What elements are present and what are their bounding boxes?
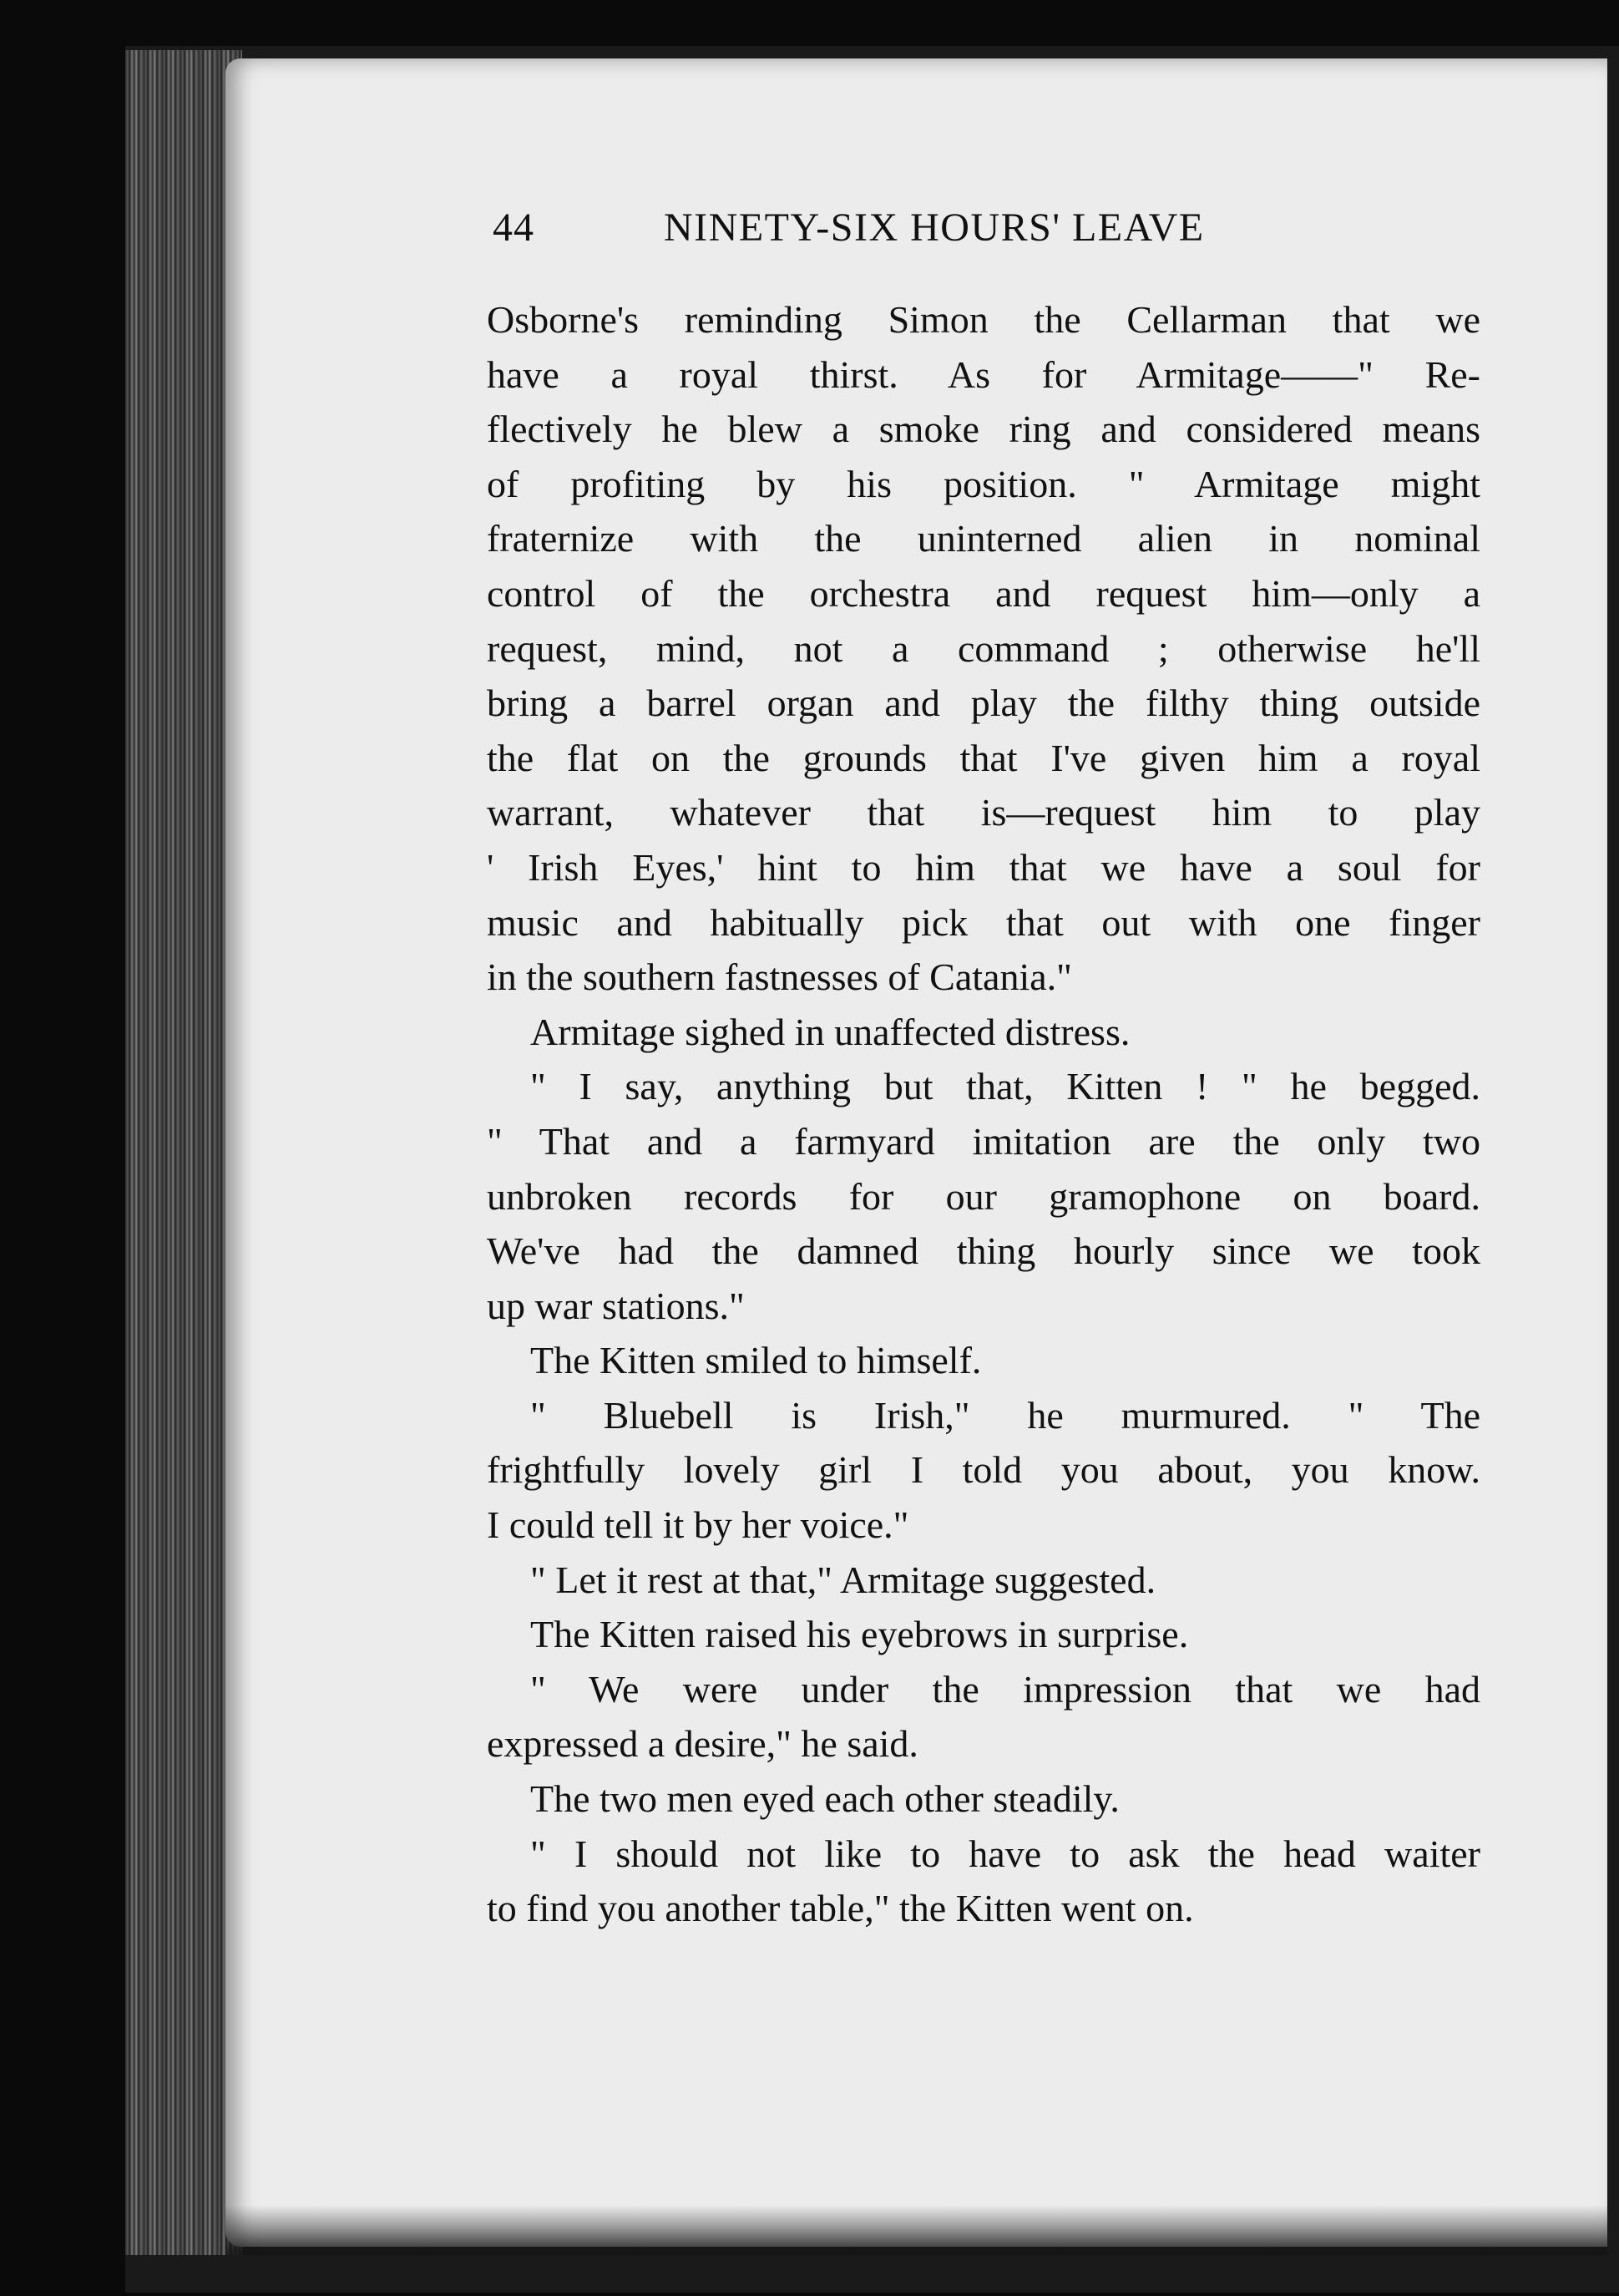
text-line: the flat on the grounds that I've given him a royal	[487, 736, 1480, 779]
text-line: bring a barrel organ and play the filthy thing outside	[487, 682, 1480, 725]
text-line: I could tell it by her voice."	[487, 1503, 909, 1547]
page-edges	[125, 50, 242, 2255]
text-line: request, mind, not a command ; otherwise he'll	[487, 626, 1480, 670]
text-line: " Bluebell is Irish," he murmured. " The	[530, 1393, 1480, 1437]
text-line: The two men eyed each other steadily.	[530, 1777, 1120, 1821]
text-line: have a royal thirst. As for Armitage——" Re-	[487, 352, 1480, 396]
text-line: " We were under the impression that we had	[530, 1667, 1480, 1711]
page-bottom-shadow	[225, 2205, 1607, 2255]
text-line: Osborne's reminding Simon the Cellarman that we	[487, 298, 1480, 341]
text-line: " Let it rest at that," Armitage suggested.	[530, 1558, 1156, 1601]
text-line: warrant, whatever that is—request him to play	[487, 791, 1480, 834]
text-line: fraternize with the uninterned alien in nominal	[487, 517, 1480, 560]
text-line: The Kitten smiled to himself.	[530, 1339, 982, 1382]
text-line: flectively he blew a smoke ring and considered means	[487, 408, 1480, 451]
text-line: Armitage sighed in unaffected distress.	[530, 1010, 1131, 1053]
text-line: ' Irish Eyes,' hint to him that we have a soul for	[487, 845, 1480, 889]
text-line: The Kitten raised his eyebrows in surprise.	[530, 1613, 1189, 1656]
page-number: 44	[493, 205, 534, 250]
running-title: NINETY-SIX HOURS' LEAVE	[664, 205, 1205, 250]
text-line: " I should not like to have to ask the head waiter	[530, 1832, 1480, 1875]
text-line: music and habitually pick that out with one finger	[487, 900, 1480, 944]
text-line: expressed a desire," he said.	[487, 1722, 918, 1766]
text-line: to find you another table," the Kitten went on.	[487, 1887, 1194, 1930]
text-line: control of the orchestra and request him—only a	[487, 571, 1480, 615]
text-line: frightfully lovely girl I told you about, you know.	[487, 1448, 1480, 1492]
body-text	[487, 292, 1480, 1936]
page-header	[493, 205, 1478, 263]
text-line: of profiting by his position. " Armitage might	[487, 462, 1480, 505]
text-line: " That and a farmyard imitation are the only two	[487, 1119, 1480, 1163]
text-line: unbroken records for our gramophone on board.	[487, 1174, 1480, 1218]
text-line: in the southern fastnesses of Catania."	[487, 955, 1072, 999]
text-line: up war stations."	[487, 1284, 745, 1327]
text-line: We've had the damned thing hourly since we took	[487, 1229, 1480, 1273]
text-line: " I say, anything but that, Kitten ! " he begged.	[530, 1065, 1480, 1108]
